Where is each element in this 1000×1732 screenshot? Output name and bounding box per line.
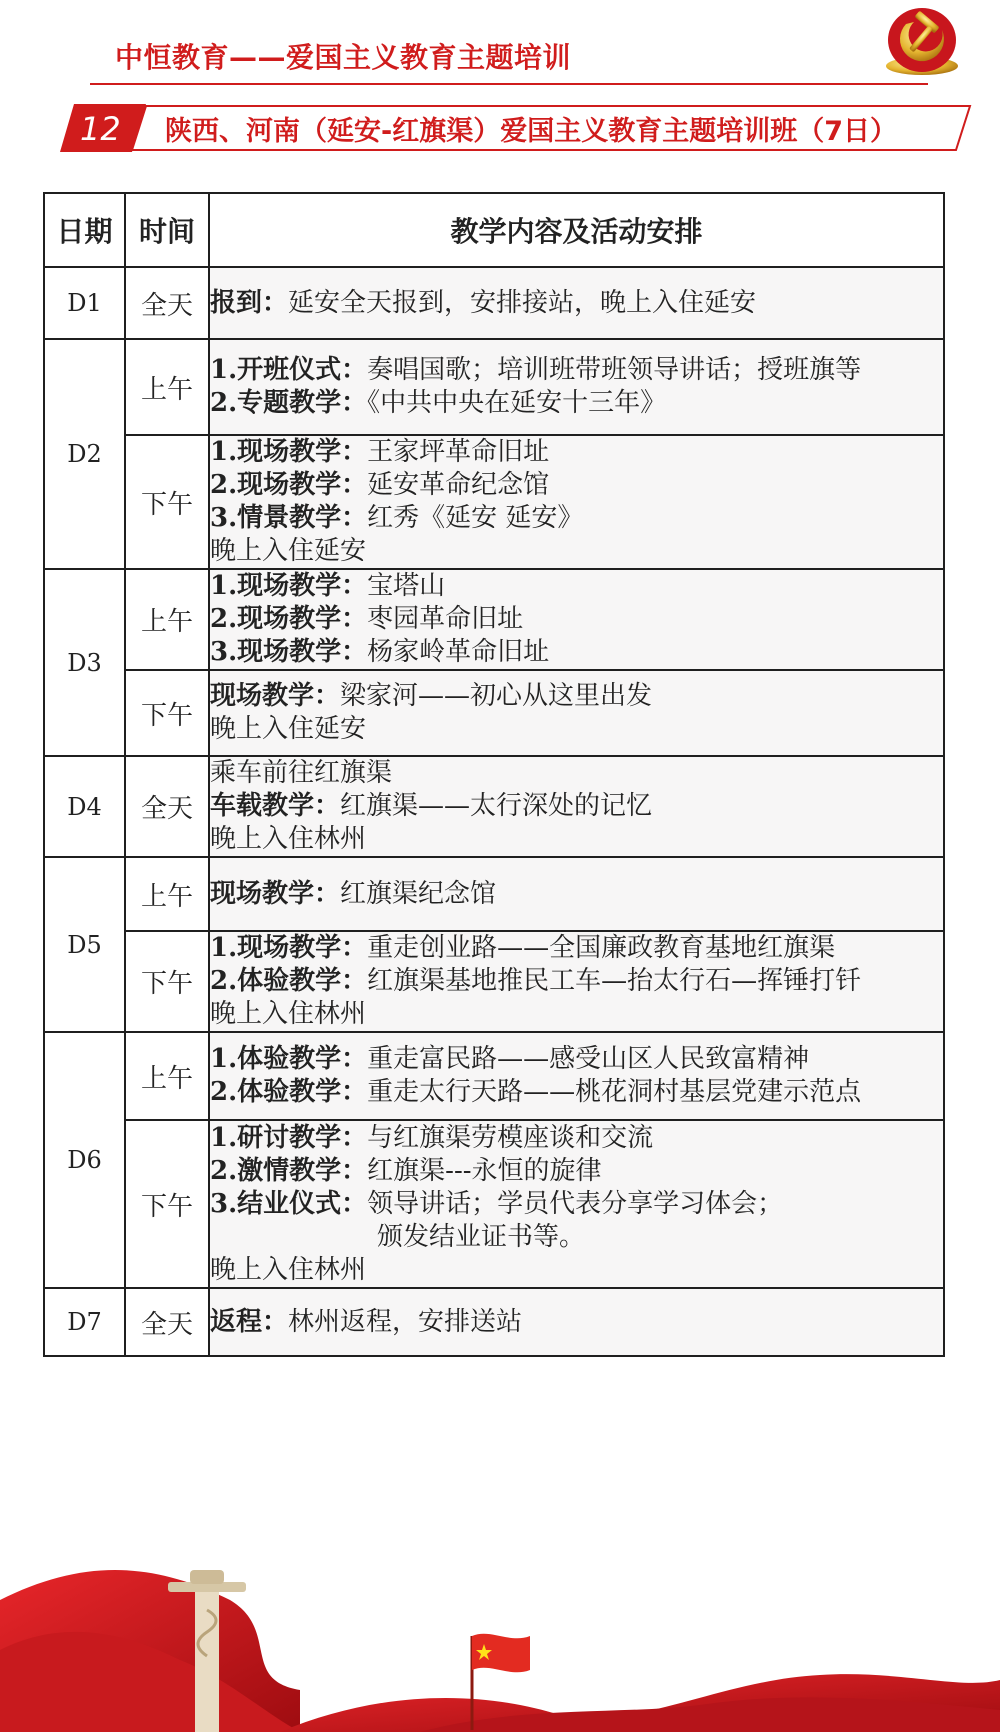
activity-text: 延安革命纪念馆	[367, 470, 550, 500]
activity-label: 1.开班仪式：	[210, 355, 368, 385]
activity-label: 1.研讨教学：	[210, 1122, 368, 1153]
content-cell	[209, 1288, 944, 1356]
content-cell	[209, 931, 944, 1032]
activity-text: 乘车前往红旗渠	[210, 758, 393, 788]
activity-label: 3.现场教学：	[210, 637, 368, 667]
time-cell: 下午	[125, 435, 209, 569]
time-cell: 全天	[125, 267, 209, 339]
activity-text: 晚上入住延安	[210, 714, 367, 744]
content-cell	[209, 756, 944, 857]
time-cell: 上午	[125, 339, 209, 435]
time-cell: 上午	[125, 1032, 209, 1120]
table-row	[44, 670, 944, 756]
content-line	[210, 1306, 943, 1339]
content-line	[210, 1076, 943, 1109]
activity-text: 《中共中央在延安十三年》	[367, 388, 667, 418]
activity-text: 宝塔山	[367, 571, 446, 601]
content-cell	[209, 857, 944, 931]
header-day: 日期	[44, 193, 125, 267]
activity-label: 1.现场教学：	[210, 933, 368, 963]
hammer-sickle-icon	[878, 0, 966, 80]
activity-text: 杨家岭革命旧址	[367, 637, 550, 667]
activity-text: 红旗渠基地推民工车—抬太行石—挥锤打钎	[367, 966, 862, 996]
content-cell	[209, 267, 944, 339]
content-line	[210, 354, 943, 387]
activity-text: 颁发结业证书等。	[377, 1221, 586, 1252]
content-cell	[209, 670, 944, 756]
activity-label: 现场教学：	[210, 878, 341, 909]
table-row	[44, 1288, 944, 1356]
activity-text: 林州返程，安排送站	[288, 1306, 523, 1337]
content-line	[210, 998, 943, 1031]
activity-text: 重走创业路——全国廉政教育基地红旗渠	[367, 933, 836, 963]
activity-label: 现场教学：	[210, 681, 341, 711]
content-line	[210, 1122, 943, 1155]
schedule-table	[43, 192, 945, 1357]
activity-label: 返程：	[210, 1306, 289, 1337]
content-line	[210, 1254, 943, 1287]
activity-label: 2.体验教学：	[210, 966, 368, 996]
table-row	[44, 1120, 944, 1288]
content-line	[210, 757, 943, 790]
time-cell: 下午	[125, 670, 209, 756]
day-cell: D3	[44, 569, 125, 756]
activity-text: 晚上入住林州	[210, 824, 367, 854]
activity-text: 红旗渠纪念馆	[340, 878, 497, 909]
table-row	[44, 267, 944, 339]
table-row	[44, 435, 944, 569]
content-cell	[209, 435, 944, 569]
day-cell: D1	[44, 267, 125, 339]
table-row	[44, 1032, 944, 1120]
activity-label: 3.情景教学：	[210, 503, 368, 533]
activity-text: 晚上入住林州	[210, 999, 367, 1029]
activity-text: 重走富民路——感受山区人民致富精神	[367, 1044, 810, 1074]
activity-label: 3.结业仪式：	[210, 1188, 368, 1219]
content-line	[210, 713, 943, 746]
content-cell	[209, 1032, 944, 1120]
footer-decoration	[0, 1540, 1000, 1732]
day-cell: D2	[44, 339, 125, 569]
activity-text: 领导讲话；学员代表分享学习体会；	[367, 1188, 784, 1219]
header-content: 教学内容及活动安排	[209, 193, 944, 267]
content-line	[210, 469, 943, 502]
activity-label: 1.现场教学：	[210, 437, 368, 467]
section-number: 12	[80, 110, 121, 148]
activity-text: 延安全天报到，安排接站，晚上入住延安	[288, 287, 757, 318]
content-line	[210, 570, 943, 603]
content-cell	[209, 569, 944, 670]
content-line	[210, 965, 943, 998]
table-row	[44, 339, 944, 435]
content-line	[210, 1188, 943, 1221]
time-cell: 上午	[125, 857, 209, 931]
activity-label: 2.专题教学：	[210, 388, 368, 418]
activity-text: 梁家河——初心从这里出发	[340, 681, 653, 711]
activity-text: 与红旗渠劳模座谈和交流	[367, 1122, 654, 1153]
time-cell: 全天	[125, 1288, 209, 1356]
activity-label: 2.现场教学：	[210, 604, 368, 634]
table-row	[44, 756, 944, 857]
activity-text: 红旗渠——太行深处的记忆	[340, 791, 653, 821]
content-line	[210, 636, 943, 669]
content-line	[210, 680, 943, 713]
content-line	[210, 603, 943, 636]
activity-label: 2.现场教学：	[210, 470, 368, 500]
content-line	[210, 1155, 943, 1188]
content-cell	[209, 339, 944, 435]
content-line	[210, 823, 943, 856]
day-cell: D4	[44, 756, 125, 857]
header-time: 时间	[125, 193, 209, 267]
brand-title: 中恒教育——爱国主义教育主题培训	[115, 41, 572, 74]
activity-label: 车载教学：	[210, 791, 341, 821]
content-line	[210, 287, 943, 320]
time-cell: 下午	[125, 931, 209, 1032]
activity-label: 2.体验教学：	[210, 1077, 368, 1107]
content-cell	[209, 1120, 944, 1288]
activity-text: 红秀《延安 延安》	[367, 503, 584, 533]
content-line	[210, 932, 943, 965]
table-row	[44, 857, 944, 931]
activity-text: 红旗渠---永恒的旋律	[367, 1155, 602, 1186]
header-divider	[90, 83, 928, 85]
day-cell: D7	[44, 1288, 125, 1356]
activity-label: 2.激情教学：	[210, 1155, 368, 1186]
activity-text: 重走太行天路——桃花洞村基层党建示范点	[367, 1077, 862, 1107]
content-line	[210, 878, 943, 911]
activity-label: 报到：	[210, 287, 289, 318]
time-cell: 上午	[125, 569, 209, 670]
table-header-row	[44, 193, 944, 267]
content-line	[210, 502, 943, 535]
page-title: 陕西、河南（延安-红旗渠）爱国主义教育主题培训班（7日）	[165, 116, 897, 147]
activity-label: 1.体验教学：	[210, 1044, 368, 1074]
activity-text: 奏唱国歌；培训班带班领导讲话；授班旗等	[367, 355, 862, 385]
time-cell: 全天	[125, 756, 209, 857]
day-cell: D6	[44, 1032, 125, 1288]
content-line	[210, 535, 943, 568]
content-line	[210, 1043, 943, 1076]
activity-label: 1.现场教学：	[210, 571, 368, 601]
table-row	[44, 931, 944, 1032]
time-cell: 下午	[125, 1120, 209, 1288]
content-line	[210, 1221, 943, 1254]
activity-text: 晚上入住林州	[210, 1254, 367, 1285]
activity-text: 晚上入住延安	[210, 536, 367, 566]
activity-text: 王家坪革命旧址	[367, 437, 550, 467]
content-line	[210, 436, 943, 469]
activity-text: 枣园革命旧址	[367, 604, 524, 634]
content-line	[210, 387, 943, 420]
table-row	[44, 569, 944, 670]
day-cell: D5	[44, 857, 125, 1032]
content-line	[210, 790, 943, 823]
